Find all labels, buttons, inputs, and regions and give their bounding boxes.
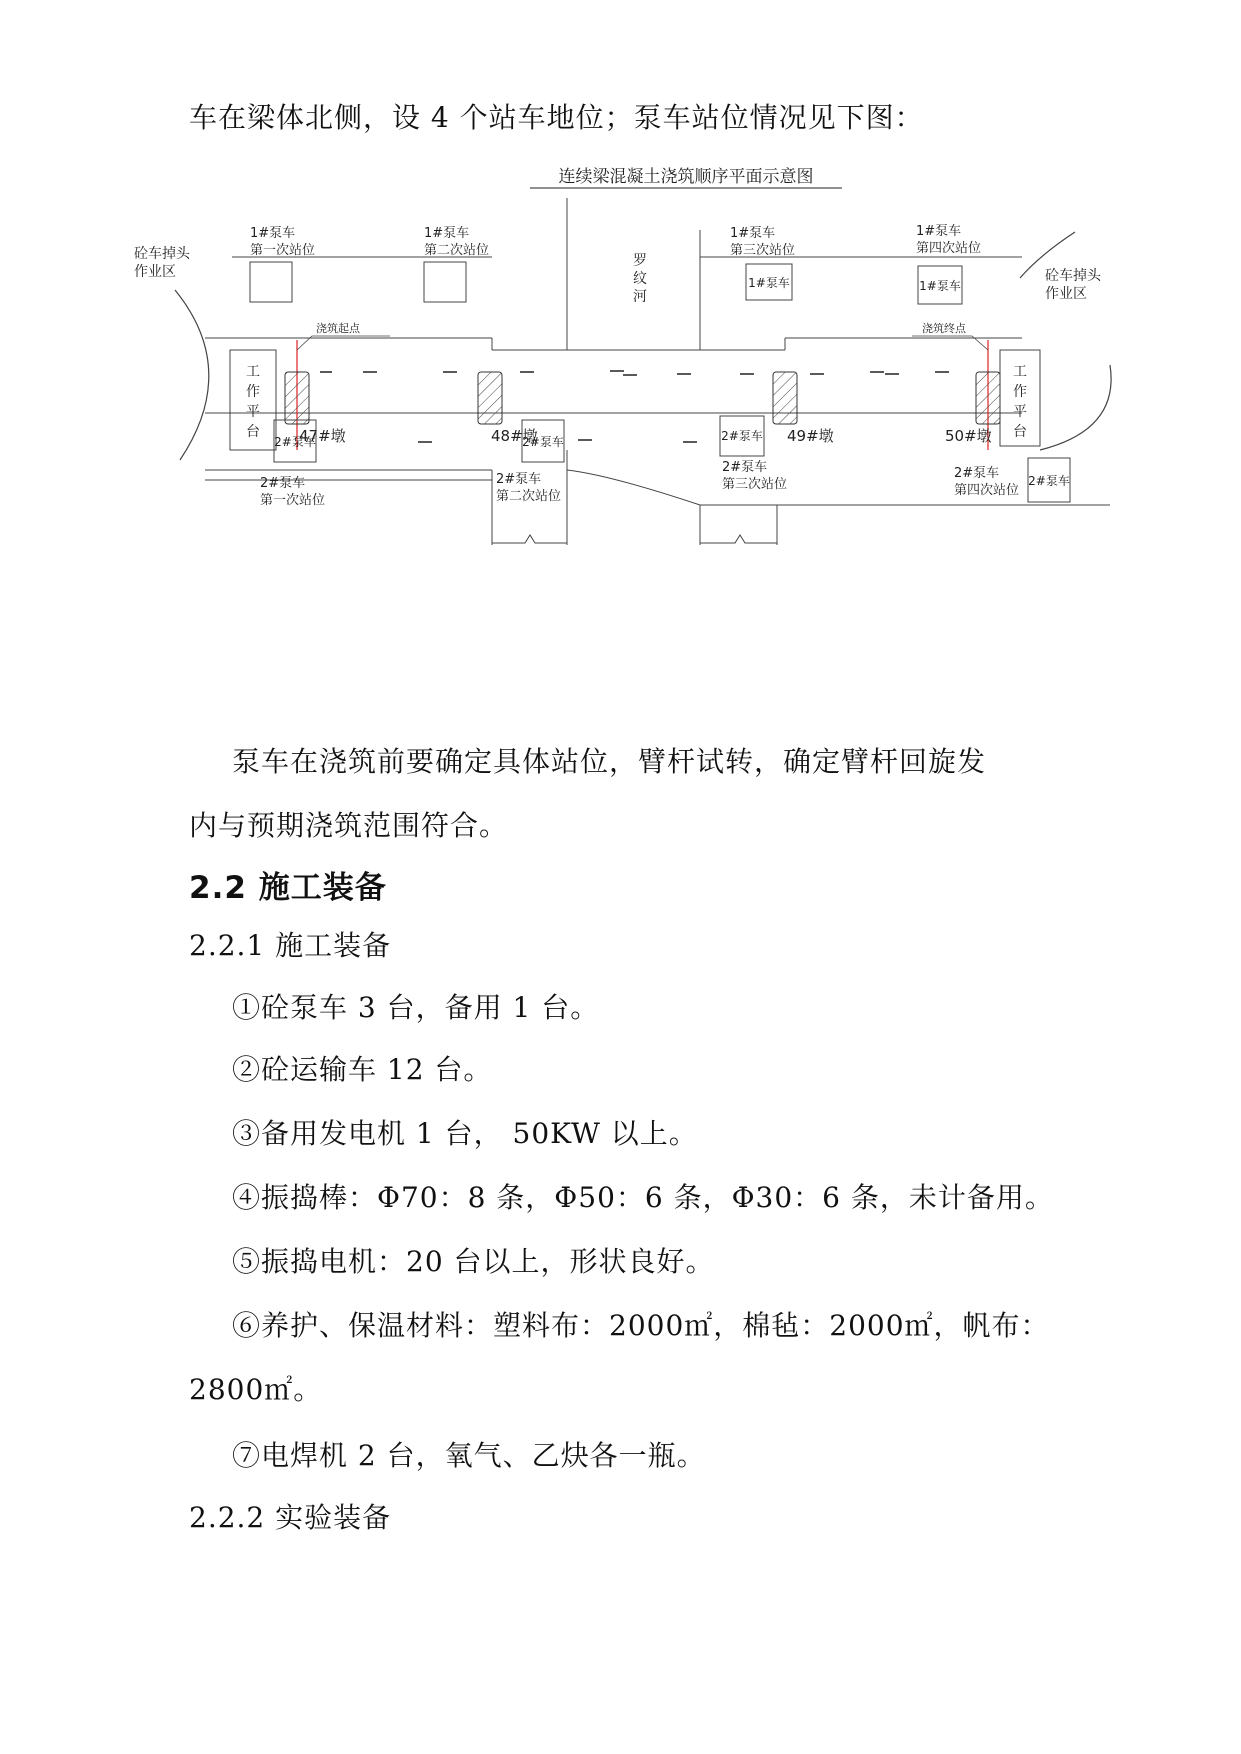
pier-48-label: 48#墩 xyxy=(491,427,538,445)
section-heading: 2.2 施工装备 xyxy=(189,870,387,906)
pier-50-label: 50#墩 xyxy=(945,427,992,445)
right-turn-arc-bottom xyxy=(1040,365,1111,450)
river-label-3: 河 xyxy=(633,289,647,305)
south-label-2-a: 2#泵车 xyxy=(496,472,542,487)
south-label-3-b: 第三次站位 xyxy=(722,477,788,492)
item-2: ②砼运输车 12 台。 xyxy=(232,1053,493,1086)
work-platform-left-3: 平 xyxy=(246,404,260,420)
paragraph-1-line-1: 泵车在浇筑前要确定具体站位，臂杆试转，确定臂杆回旋发 xyxy=(232,745,987,778)
work-platform-left-1: 工 xyxy=(246,364,260,380)
work-platform-left-4: 台 xyxy=(246,424,260,440)
subsection-heading-2: 2.2.2 实验装备 xyxy=(189,1501,392,1534)
pouring-sequence-diagram xyxy=(0,150,1241,610)
south-label-1-a: 2#泵车 xyxy=(260,476,306,491)
item-3: ③备用发电机 1 台， 50KW 以上。 xyxy=(232,1117,698,1150)
pier-49 xyxy=(773,372,797,424)
south-access-right-break xyxy=(700,535,777,543)
item-1: ①砼泵车 3 台，备用 1 台。 xyxy=(232,991,600,1024)
item-7: ⑦电焊机 2 台，氧气、乙炔各一瓶。 xyxy=(232,1439,706,1472)
work-platform-right-3: 平 xyxy=(1013,404,1027,420)
south-label-1-b: 第一次站位 xyxy=(260,493,326,508)
north-label-1-a: 1#泵车 xyxy=(250,226,296,241)
south-position-4-truck: 2#泵车 xyxy=(1028,474,1070,488)
item-4: ④振捣棒：Φ70：8 条，Φ50：6 条，Φ30：6 条，未计备用。 xyxy=(232,1181,1054,1214)
south-label-4-a: 2#泵车 xyxy=(954,466,1000,481)
north-label-2-b: 第二次站位 xyxy=(424,243,490,258)
pier-47 xyxy=(285,372,309,424)
work-platform-right-1: 工 xyxy=(1013,364,1027,380)
left-turn-area-label-2: 作业区 xyxy=(134,264,176,280)
pour-start-label: 浇筑起点 xyxy=(316,322,360,335)
north-label-3-b: 第三次站位 xyxy=(730,243,796,258)
left-turn-arc xyxy=(175,290,209,460)
south-label-4-b: 第四次站位 xyxy=(954,483,1020,498)
south-access-left-break xyxy=(492,535,567,543)
pier-49-label: 49#墩 xyxy=(787,427,834,445)
pier-50 xyxy=(976,372,1000,424)
subsection-heading-1: 2.2.1 施工装备 xyxy=(189,929,392,962)
south-label-2-b: 第二次站位 xyxy=(496,489,562,504)
pier-47-label: 47#墩 xyxy=(299,427,346,445)
pier-48 xyxy=(478,372,502,424)
work-platform-left-2: 作 xyxy=(246,384,260,400)
work-platform-right-4: 台 xyxy=(1013,424,1027,440)
north-position-1-box xyxy=(250,262,292,302)
north-position-4-truck: 1#泵车 xyxy=(919,279,961,293)
north-label-4-b: 第四次站位 xyxy=(916,241,982,256)
pour-end-label: 浇筑终点 xyxy=(922,322,966,335)
river-label-2: 纹 xyxy=(633,271,647,287)
item-6-continued: 2800㎡。 xyxy=(189,1373,323,1406)
north-label-3-a: 1#泵车 xyxy=(730,226,776,241)
south-label-3-a: 2#泵车 xyxy=(722,460,768,475)
right-turn-area-label-2: 作业区 xyxy=(1045,286,1087,302)
north-label-1-b: 第一次站位 xyxy=(250,243,316,258)
south-position-1-truck: 2#泵车 xyxy=(274,435,316,449)
work-platform-right-2: 作 xyxy=(1013,384,1027,400)
pour-direction-dashes xyxy=(320,371,949,442)
river-label-1: 罗 xyxy=(633,253,647,269)
south-position-3-truck: 2#泵车 xyxy=(721,429,763,443)
north-label-2-a: 1#泵车 xyxy=(424,226,470,241)
left-turn-area-label-1: 砼车掉头 xyxy=(134,246,190,262)
item-6: ⑥养护、保温材料：塑料布：2000㎡，棉毡：2000㎡，帆布： xyxy=(232,1309,1050,1342)
north-position-3-truck: 1#泵车 xyxy=(748,276,790,290)
south-position-2-truck: 2#泵车 xyxy=(522,435,564,449)
intro-line: 车在梁体北侧，设 4 个站车地位；泵车站位情况见下图： xyxy=(189,101,924,134)
diagram-title: 连续梁混凝土浇筑顺序平面示意图 xyxy=(558,167,814,187)
paragraph-1-line-2: 内与预期浇筑范围符合。 xyxy=(189,809,509,842)
north-label-4-a: 1#泵车 xyxy=(916,224,962,239)
north-position-2-box xyxy=(424,262,466,302)
right-turn-area-label-1: 砼车掉头 xyxy=(1045,268,1101,284)
item-5: ⑤振捣电机：20 台以上，形状良好。 xyxy=(232,1245,715,1278)
